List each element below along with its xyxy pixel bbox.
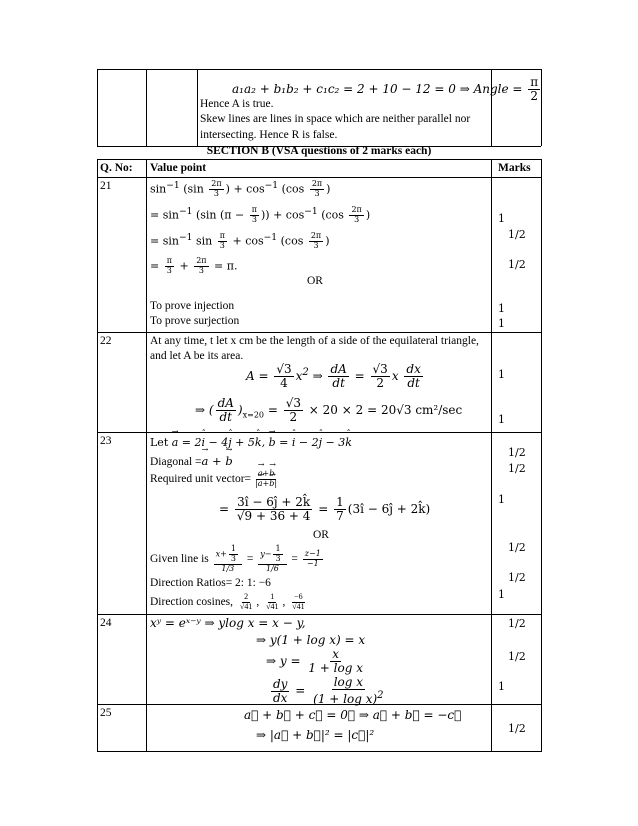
q25-number: 25 [100,707,112,719]
q23-number: 23 [100,435,112,447]
q22-number: 22 [100,335,112,347]
q24-mark-3: 1 [498,680,505,693]
q22-mark-1: 1 [498,368,505,381]
q23-mark-4: 1/2 [508,541,526,554]
header-qno: Q. No: [100,162,133,174]
q24-mark-1: 1/2 [508,617,526,630]
q23-or: OR [313,529,329,541]
q23-direction-cosines: Direction cosines, $\frac{2}{√41}$ , $\frac{1}{√41}$ , $\frac{-6}{√41}$ [150,592,305,611]
rule-left [97,159,98,752]
q24-number: 24 [100,617,112,629]
q21-step4: = $\frac{\pi}{3}$ + $\frac{2\pi}{3}$ = π. [150,256,238,275]
orthogonality-equation: a₁a₂ + b₁b₂ + c₁c₂ = 2 + 10 − 12 = 0 ⇒ Angle = $\frac{\pi}{2}$ [232,75,539,104]
skew-lines-text: Skew lines are lines in space which are neither parallel nor [200,113,471,125]
q21-step3: = $\sin^{-1} \sin$ $\frac{\pi}{3}$ + $\cos^{-1} (\cos$ $\frac{2\pi}{3}$ ) [150,231,330,251]
q22-text-2: and let A be its area. [150,350,244,362]
q25-mark-1: 1/2 [508,722,526,735]
q24-step4: $\frac{dy}{dx}$ = $\frac{\text{log x}}{(1 + \log x)^2}$ [273,675,384,707]
q21-surjection: To prove surjection [150,315,240,327]
q23-vectors: Let → a = 2ˆ i − 4ˆ j + 5ˆ k, → b = ˆ i − 2ˆ j − 3ˆ k [150,436,352,449]
q24-step1: xʸ = eˣ⁻ʸ ⇒ ylog x = x − y, [150,616,306,630]
rule-header-bottom [97,177,541,178]
rule-table-bottom [97,751,541,752]
rule-left-top [97,69,98,146]
rule-col2-top [197,69,198,146]
q25-step1: a⃗ + b⃗ + c⃗ = 0⃗ ⇒ a⃗ + b⃗ = −c⃗ [244,708,462,722]
header-value-point: Value point [150,162,207,174]
header-marks: Marks [498,162,531,174]
q24-step2: ⇒ y(1 + log x) = x [256,633,366,647]
q22-rate-result: ⇒ ( $\frac{dA}{dt}$ )$_{x=20}$ = $\frac{√3}{2}$ × 20 × 2 = 20√3 cm²/sec [195,396,463,425]
q23-mark-5: 1/2 [508,571,526,584]
rule-header-top [97,159,541,160]
q21-or: OR [307,275,323,287]
q21-number: 21 [100,180,112,192]
q23-mark-2: 1/2 [508,462,526,475]
rule-col2 [491,159,492,752]
q25-step2: ⇒ |a⃗ + b⃗|² = |c⃗|² [256,728,375,742]
reason-false-text: intersecting. Hence R is false. [200,129,338,141]
section-title: SECTION B (VSA questions of 2 marks each) [206,145,432,157]
rule-top [97,69,541,70]
assertion-true-text: Hence A is true. [200,98,274,110]
q23-mark-6: 1 [498,588,505,601]
q21-step1: $\sin^{-1} (\sin$ $\frac{2\pi}{3}$ ) + $\cos^{-1} (\cos$ $\frac{2\pi}{3}$ ) [150,179,331,199]
q21-mark-3: 1/2 [508,258,526,271]
q21-mark-5: 1 [498,317,505,330]
q23-unit-vector: Required unit vector= → $\frac{a+\to b}{|\to a+\to b|}$ [150,470,281,489]
q22-text-1: At any time, t let x cm be the length of a side of the equilateral triangle, [150,335,479,347]
rule-col1 [146,159,147,752]
rule-right [541,159,542,752]
rule-col1-top [146,69,147,146]
rule-q23-bottom [97,614,541,615]
q22-area-derivative: A = $\frac{√3}{4}$ $x^2$ ⇒ $\frac{dA}{dt}$ = $\frac{√3}{2}$ x $\frac{dx}{dt}$ [246,362,421,391]
rule-q21-bottom [97,332,541,333]
q23-given-line: Given line is x+ $\frac{1}{3}$ 1/3 = y− $\frac{1}{3}$ 1/6 = $\frac{z-1}{-1}$ [150,544,321,573]
q21-injection: To prove injection [150,300,235,312]
q23-mark-1: 1/2 [508,446,526,459]
q23-direction-ratios: Direction Ratios= 2: 1: −6 [150,577,271,589]
q21-mark-1: 1 [498,212,505,225]
q23-mark-3: 1 [498,493,505,506]
q24-mark-2: 1/2 [508,650,526,663]
q21-step2: = $\sin^{-1} (\sin$ (π − $\frac{\pi}{3}$ )) + $\cos^{-1} (\cos$ $\frac{2\pi}{3}$ ) [150,205,371,225]
q22-mark-2: 1 [498,413,505,426]
q21-mark-4: 1 [498,302,505,315]
q24-step3: ⇒ y = $\frac{x}{\text{1 + log x}}$ [266,647,363,676]
q23-unit-result: = $\frac{3î - 6ĵ + 2k̂}{√9 + 36 + 4}$ = $\frac{1}{7}$ (3î − 6ĵ + 2k̂) [219,495,431,524]
q21-mark-2: 1/2 [508,228,526,241]
q23-diagonal: Diagonal =→ a + → b [150,454,233,468]
